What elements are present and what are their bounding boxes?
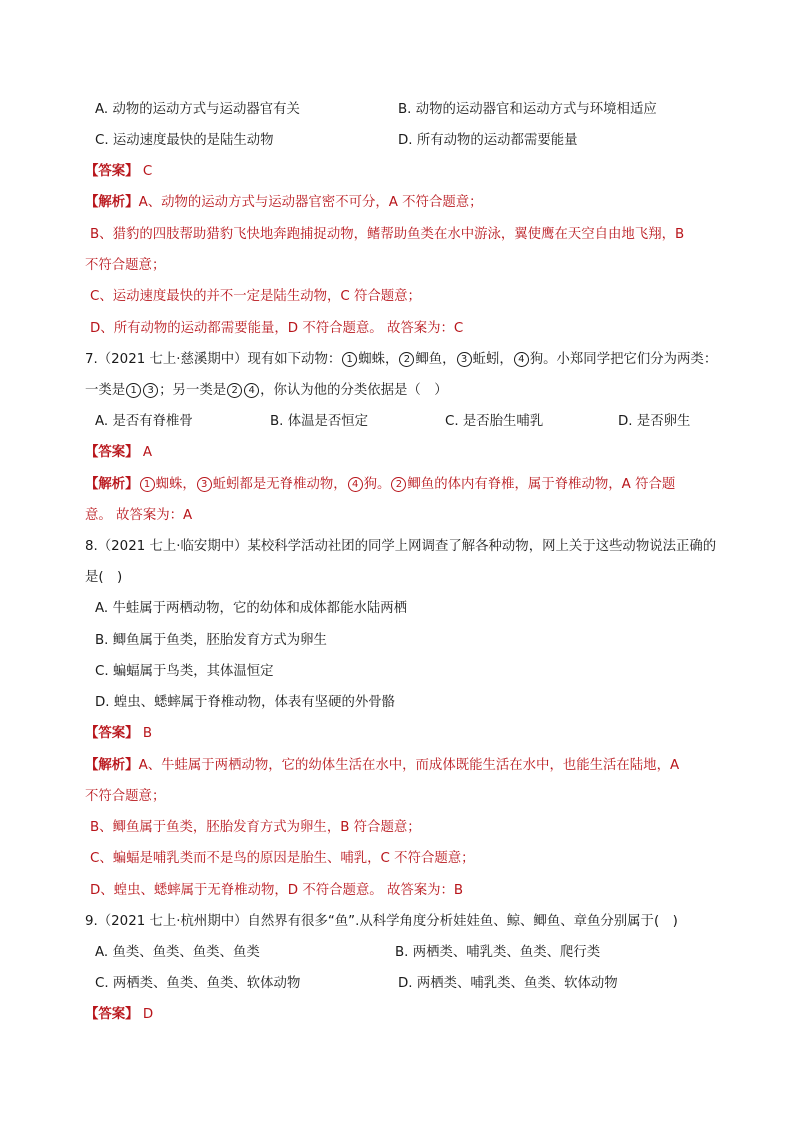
option-c: C. 是否胎生哺乳 [445,414,544,429]
circled-number: 4 [244,383,259,398]
option-d: D. 两栖类、哺乳类、鱼类、软体动物 [398,976,618,991]
analysis-line [85,476,675,494]
answer-value: D [142,1007,154,1022]
question-text: 鲫鱼， [415,352,456,367]
analysis-text: 不符合题意； [85,258,166,273]
question-text: 蜘蛛， [358,352,399,367]
answer-value: C [142,164,153,179]
option-d: D. 蝗虫、蟋蟀属于脊椎动物，体表有坚硬的外骨骼 [95,695,396,710]
analysis-text: A、牛蛙属于两栖动物，它的幼体生活在水中，而成体既能生活在水中，也能生活在陆地，A [138,758,680,773]
option-c: C. 蝙蝠属于鸟类，其体温恒定 [95,664,274,679]
question-text: 7.（2021 七上·慈溪期中）现有如下动物： [85,352,342,367]
option-b: B. 鲫鱼属于鱼类，胚胎发育方式为卵生 [95,633,327,648]
analysis-text: D、蝗虫、蟋蟀属于无脊椎动物，D 不符合题意。 故答案为：B [90,883,464,898]
circled-number: 1 [126,383,141,398]
question-text: 狗。小郑同学把它们分为两类： [529,352,718,367]
analysis-text: 蜘蛛， [155,477,196,492]
answer-line [85,1006,153,1024]
analysis-text: D、所有动物的运动都需要能量，D 不符合题意。 故答案为：C [90,321,464,336]
question-8-stem: 8.（2021 七上·临安期中）某校科学活动社团的同学上网调查了解各种动物，网上关于这些动物说法正确的 [85,539,717,554]
circled-number: 1 [140,477,155,492]
option-a: A. 动物的运动方式与运动器官有关 [95,102,300,117]
question-8-stem-line2: 是( ) [85,570,123,585]
answer-label: 【答案】 [85,1007,139,1022]
analysis-text: C、蝙蝠是哺乳类而不是鸟的原因是胎生、哺乳，C 不符合题意； [90,851,475,866]
analysis-text: B、鲫鱼属于鱼类，胚胎发育方式为卵生，B 符合题意； [90,820,421,835]
circled-number: 2 [391,477,406,492]
question-9-stem: 9.（2021 七上·杭州期中）自然界有很多“鱼”.从科学角度分析娃娃鱼、鲸、鲫鱼、章鱼分别属于( ) [85,914,678,929]
answer-value: A [142,445,152,460]
option-a: A. 鱼类、鱼类、鱼类、鱼类 [95,945,260,960]
answer-label: 【答案】 [85,164,139,179]
question-7-stem-line2 [85,382,448,400]
circled-number: 3 [197,477,212,492]
analysis-text: 不符合题意； [85,789,166,804]
analysis-text: 狗。 [363,477,391,492]
option-d: D. 是否卵生 [618,414,691,429]
circled-number: 3 [143,383,158,398]
question-text: ，你认为他的分类依据是（ ） [260,383,448,398]
question-7-stem [85,351,717,369]
option-a: A. 是否有脊椎骨 [95,414,193,429]
circled-number: 3 [457,352,472,367]
option-c: C. 运动速度最快的是陆生动物 [95,133,274,148]
analysis-text: 鲫鱼的体内有脊椎，属于脊椎动物，A 符合题 [407,477,676,492]
question-text: 蚯蚓， [472,352,513,367]
option-b: B. 体温是否恒定 [270,414,369,429]
option-b: B. 动物的运动器官和运动方式与环境相适应 [398,102,657,117]
answer-line [85,444,152,462]
analysis-label: 【解析】 [85,195,139,210]
circled-number: 1 [342,352,357,367]
answer-value: B [142,726,153,741]
question-text: ；另一类是 [159,383,227,398]
analysis-text: C、运动速度最快的并不一定是陆生动物，C 符合题意； [90,289,421,304]
analysis-label: 【解析】 [85,477,139,492]
answer-line [85,163,152,181]
analysis-text: B、猎豹的四肢帮助猎豹飞快地奔跑捕捉动物，鳍帮助鱼类在水中游泳，翼使鹰在天空自由地飞翔，B [90,227,685,242]
option-b: B. 两栖类、哺乳类、鱼类、爬行类 [395,945,601,960]
circled-number: 2 [227,383,242,398]
analysis-text: 意。 故答案为：A [85,508,193,523]
answer-line [85,725,152,743]
circled-number: 4 [348,477,363,492]
option-d: D. 所有动物的运动都需要能量 [398,133,578,148]
option-a: A. 牛蛙属于两栖动物，它的幼体和成体都能水陆两栖 [95,601,408,616]
analysis-line [85,194,483,212]
analysis-label: 【解析】 [85,758,139,773]
question-text: 一类是 [85,383,126,398]
option-c: C. 两栖类、鱼类、鱼类、软体动物 [95,976,301,991]
answer-label: 【答案】 [85,445,139,460]
circled-number: 2 [399,352,414,367]
analysis-text: A、动物的运动方式与运动器官密不可分，A 不符合题意； [138,195,483,210]
circled-number: 4 [514,352,529,367]
analysis-line [85,757,679,775]
analysis-text: 蚯蚓都是无脊椎动物， [212,477,347,492]
answer-label: 【答案】 [85,726,139,741]
